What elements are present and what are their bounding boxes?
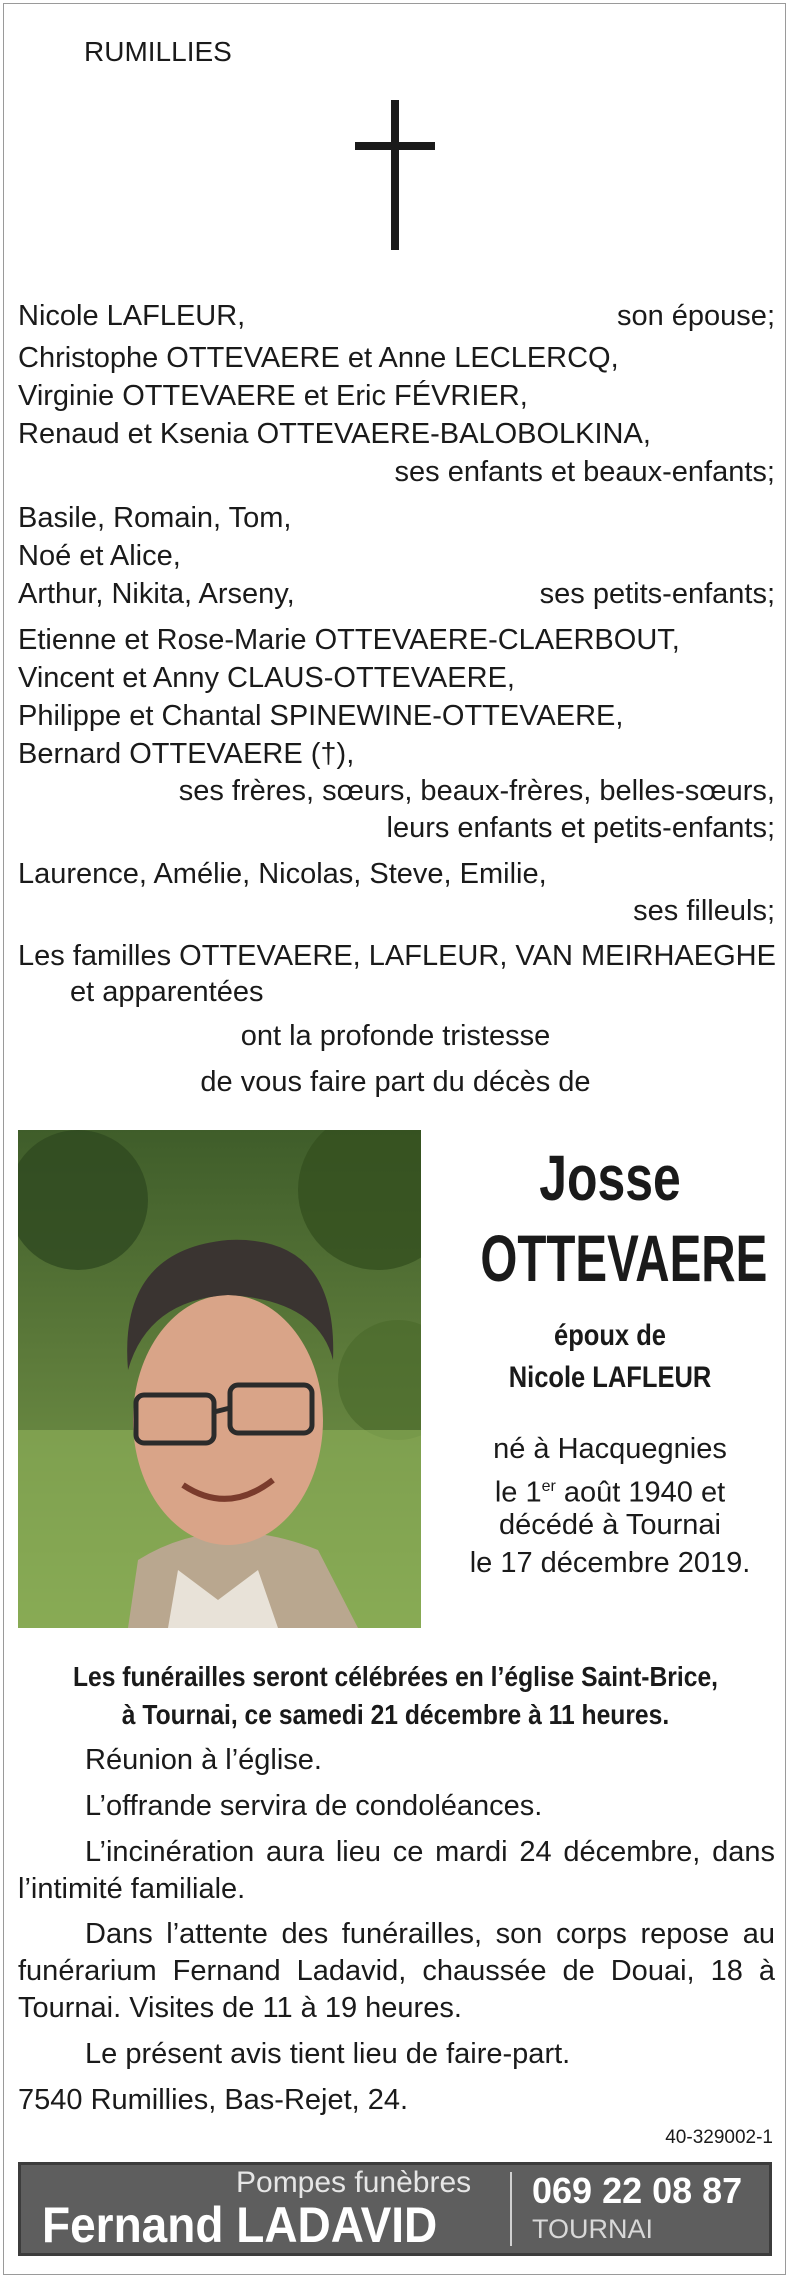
family-line: Laurence, Amélie, Nicolas, Steve, Emilie,: [18, 858, 547, 890]
deceased-first-name: Josse: [539, 1142, 681, 1214]
family-line: ses filleuls;: [633, 895, 775, 927]
died-place: décédé à Tournai: [499, 1509, 721, 1541]
born-place: né à Hacquegnies: [493, 1433, 727, 1465]
family-address: 7540 Rumillies, Bas-Rejet, 24.: [18, 2084, 409, 2116]
funeral-funerarium: Dans l’attente des funérailles, son corps repose au funérarium Fernand Ladavid, chaussée de Douai, 18 à Tournai. Visites de 11 à 19 heures.: [18, 1918, 775, 2024]
banner-company: Fernand LADAVID: [42, 2197, 438, 2253]
banner-divider: [510, 2172, 512, 2246]
portrait-photo: [18, 1130, 421, 1628]
family-line: Bernard OTTEVAERE (†),: [18, 738, 355, 770]
family-line: leurs enfants et petits-enfants;: [386, 812, 775, 844]
funeral-line-2: à Tournai, ce samedi 21 décembre à 11 heures.: [121, 1699, 670, 1730]
family-line: Basile, Romain, Tom,: [18, 502, 292, 534]
apparentees-line: et apparentées: [70, 976, 264, 1008]
family-line: Arthur, Nikita, Arseny,: [18, 578, 295, 610]
family-line: Noé et Alice,: [18, 540, 181, 572]
banner-service: Pompes funèbres: [236, 2166, 472, 2199]
family-line: ses frères, sœurs, beaux-frères, belles-sœurs,: [178, 775, 775, 807]
reference-number: 40-329002-1: [665, 2127, 773, 2148]
funeral-line-1: Les funérailles seront célébrées en l’église Saint-Brice,: [72, 1661, 719, 1692]
spouse-line-1: époux de: [554, 1319, 666, 1352]
family-line: Virginie OTTEVAERE et Eric FÉVRIER,: [18, 380, 528, 412]
banner-city: TOURNAI: [532, 2214, 654, 2244]
died-date: le 17 décembre 2019.: [469, 1547, 751, 1579]
family-line: Vincent et Anny CLAUS-OTTEVAERE,: [18, 662, 515, 694]
family-line: Nicole LAFLEUR,: [18, 300, 246, 332]
spouse-line-2: Nicole LAFLEUR: [508, 1361, 712, 1394]
family-line: son épouse;: [616, 300, 775, 332]
cross-icon: [355, 100, 435, 250]
deceased-last-name: OTTEVAERE: [480, 1221, 768, 1295]
family-line: Christophe OTTEVAERE et Anne LECLERCQ,: [18, 342, 619, 374]
family-line: ses enfants et beaux-enfants;: [394, 456, 775, 488]
funeral-meeting: Réunion à l’église.: [85, 1744, 322, 1776]
announce-line-1: ont la profonde tristesse: [240, 1020, 551, 1052]
family-line: Philippe et Chantal SPINEWINE-OTTEVAERE,: [18, 700, 624, 732]
family-line: ses petits-enfants;: [539, 578, 775, 610]
family-line: Renaud et Ksenia OTTEVAERE-BALOBOLKINA,: [18, 418, 651, 450]
funeral-notice: Le présent avis tient lieu de faire-part.: [85, 2038, 571, 2070]
funeral-cremation: L’incinération aura lieu ce mardi 24 décembre, dans l’intimité familiale.: [18, 1836, 775, 1905]
town-heading: RUMILLIES: [84, 36, 232, 67]
family-line: Les familles OTTEVAERE, LAFLEUR, VAN MEIRHAEGHE: [18, 940, 776, 972]
funeral-offering: L’offrande servira de condoléances.: [85, 1790, 543, 1822]
family-line: Etienne et Rose-Marie OTTEVAERE-CLAERBOUT,: [18, 624, 680, 656]
banner-phone: 069 22 08 87: [532, 2170, 743, 2211]
announce-line-2: de vous faire part du décès de: [200, 1066, 591, 1098]
born-date: le 1er août 1940 et: [494, 1476, 726, 1509]
